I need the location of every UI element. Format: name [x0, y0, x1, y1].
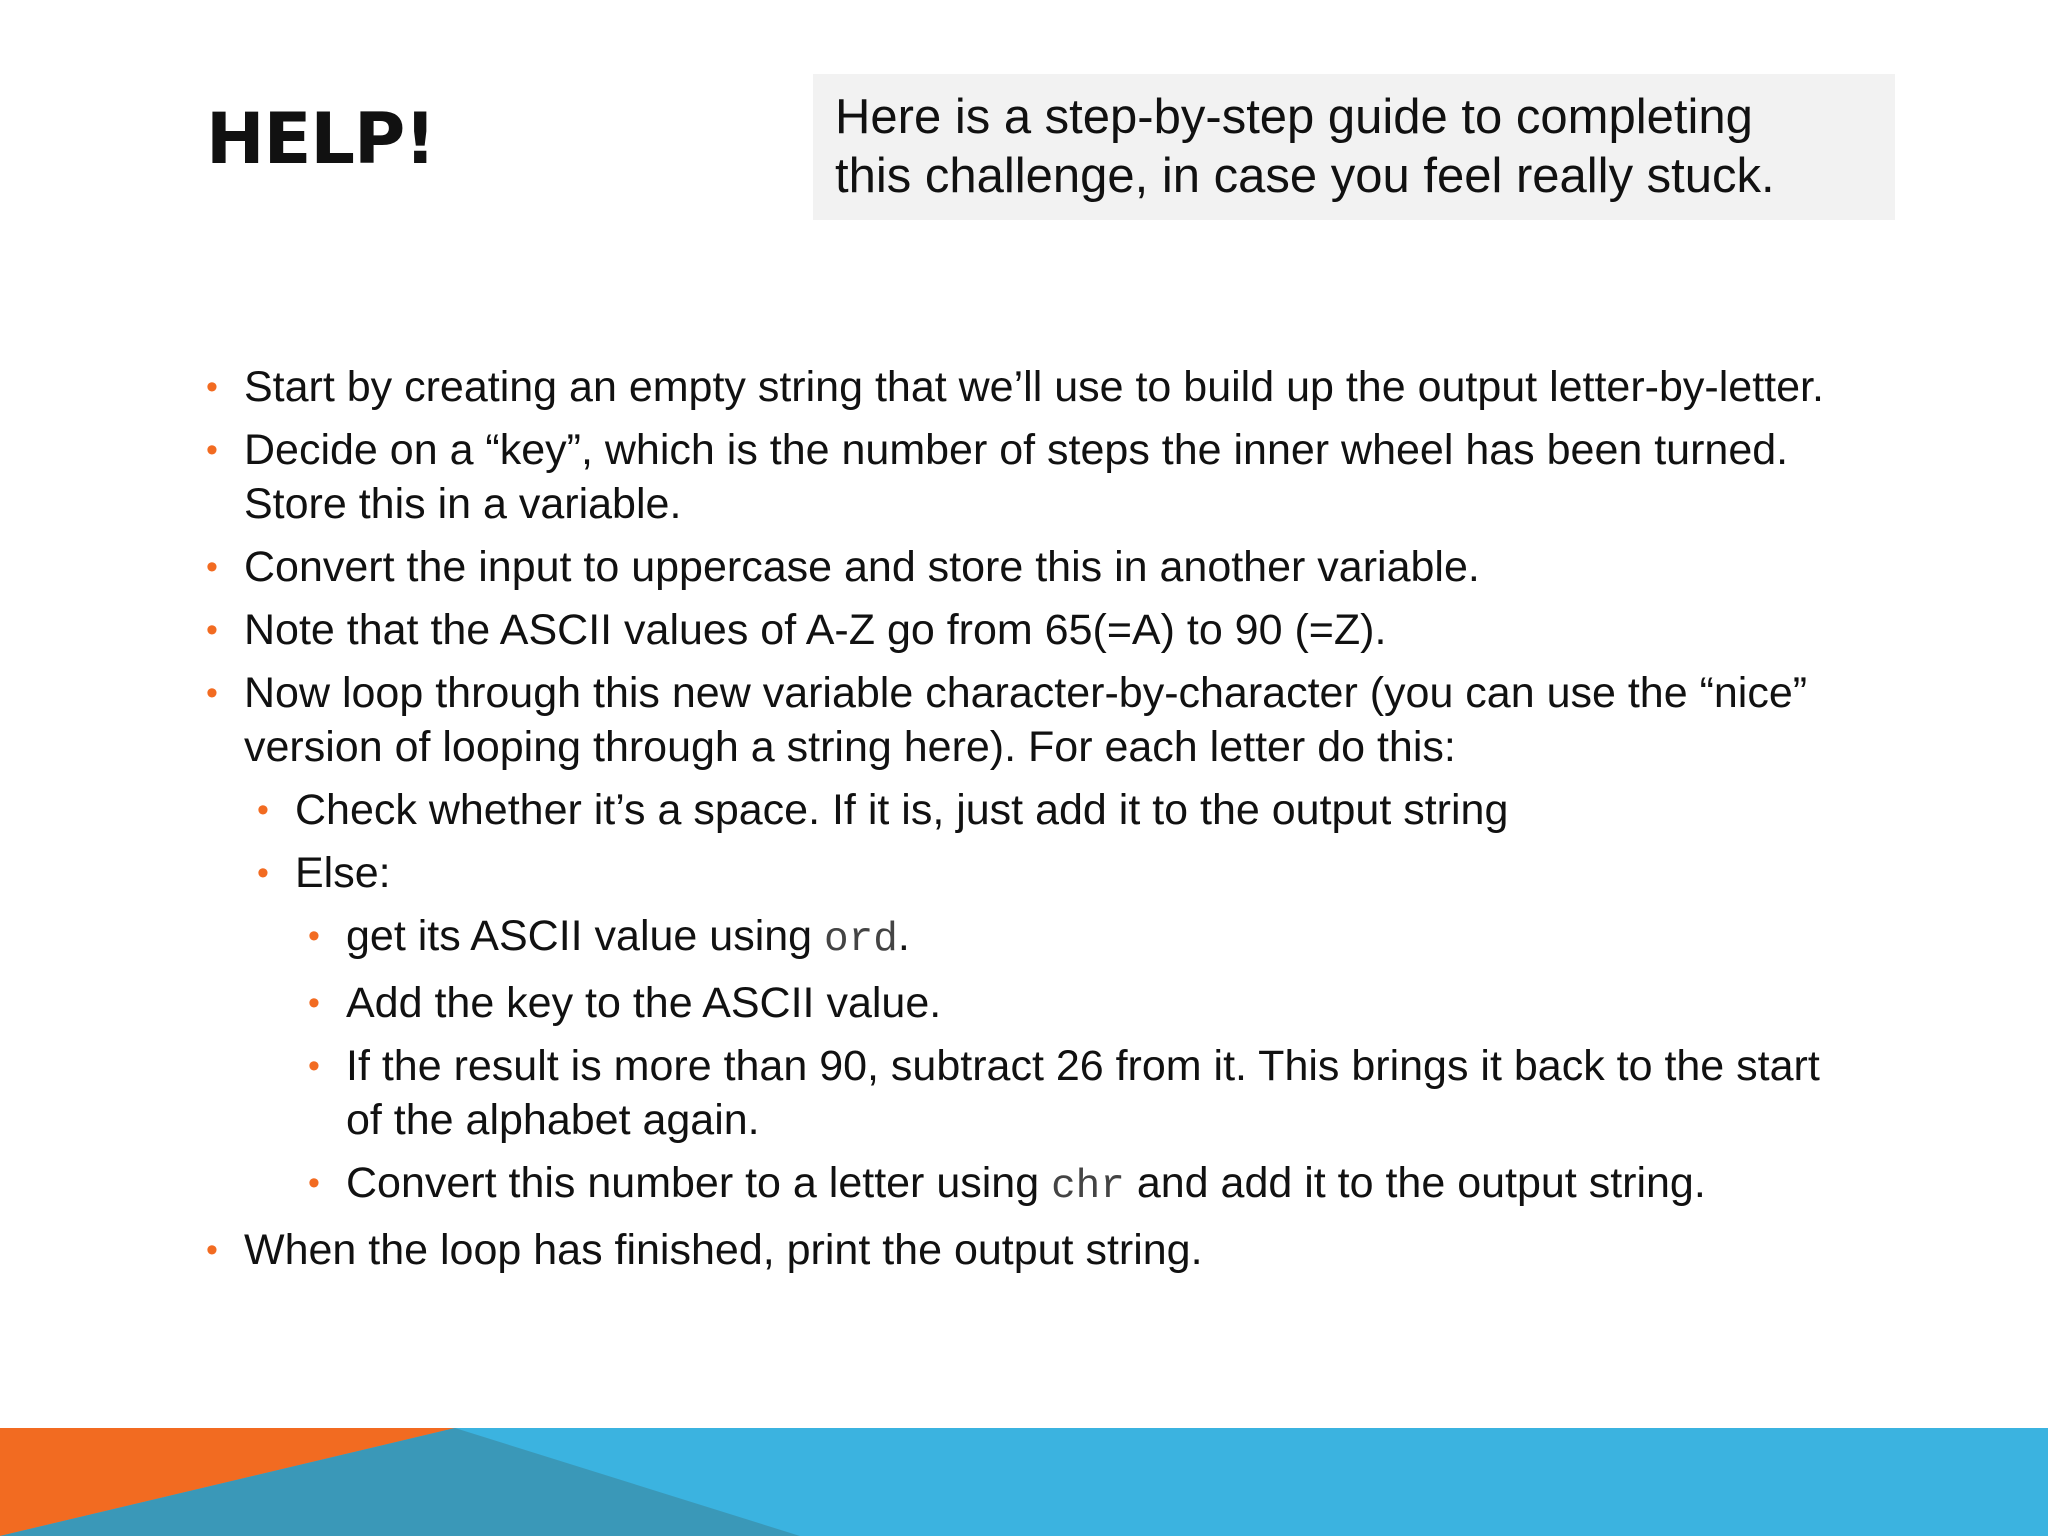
bullet-text: Add the key to the ASCII value. — [346, 979, 942, 1027]
bullet-icon: • — [206, 1231, 218, 1269]
code-snippet: chr — [1051, 1164, 1125, 1210]
list-item — [206, 1156, 1846, 1214]
text-segment: Convert this number to a letter using — [346, 1159, 1052, 1207]
list-item — [206, 603, 1846, 657]
bullet-text: Start by creating an empty string that we’ll use to build up the output letter-by-letter. — [244, 363, 1824, 411]
bullet-icon: • — [308, 1164, 320, 1202]
callout-box — [813, 74, 1895, 220]
code-snippet: ord — [824, 917, 898, 963]
bullet-list — [206, 360, 1846, 1286]
bullet-text: Now loop through this new variable character-by-character (you can use the “nice” version of looping through a string here). For each letter do this: — [244, 669, 1808, 771]
list-item — [206, 909, 1846, 967]
bullet-text: When the loop has finished, print the output string. — [244, 1226, 1203, 1274]
list-item — [206, 1039, 1846, 1147]
text-segment: . — [897, 912, 910, 960]
bullet-icon: • — [206, 674, 218, 712]
bullet-text: Check whether it’s a space. If it is, just add it to the output string — [295, 786, 1509, 834]
text-segment: and add it to the output string. — [1124, 1159, 1706, 1207]
list-item — [206, 666, 1846, 774]
bullet-text — [346, 1156, 1846, 1214]
bullet-icon: • — [308, 917, 320, 955]
bullet-text — [346, 909, 1846, 967]
list-item — [206, 976, 1846, 1030]
bullet-text: Else: — [295, 849, 391, 897]
list-item — [206, 540, 1846, 594]
list-item — [206, 783, 1846, 837]
bullet-icon: • — [257, 854, 269, 892]
bullet-text: Decide on a “key”, which is the number of steps the inner wheel has been turned. Store this in a variable. — [244, 426, 1789, 528]
list-item — [206, 423, 1846, 531]
slide-title: HELP! — [206, 98, 436, 180]
text-segment: get its ASCII value using — [346, 912, 825, 960]
callout-line-1: Here is a step-by-step guide to completing — [835, 90, 1753, 144]
callout-line-2: this challenge, in case you feel really stuck. — [835, 149, 1775, 203]
bullet-icon: • — [206, 368, 218, 406]
bullet-icon: • — [206, 548, 218, 586]
footer-decoration — [0, 1428, 2048, 1536]
bullet-icon: • — [308, 984, 320, 1022]
bullet-icon: • — [257, 791, 269, 829]
bullet-icon: • — [206, 611, 218, 649]
list-item — [206, 1223, 1846, 1277]
list-item — [206, 360, 1846, 414]
bullet-icon: • — [308, 1047, 320, 1085]
bullet-text: Note that the ASCII values of A-Z go from 65(=A) to 90 (=Z). — [244, 606, 1387, 654]
bullet-text: If the result is more than 90, subtract 26 from it. This brings it back to the start of the alphabet again. — [346, 1042, 1820, 1144]
bullet-icon: • — [206, 431, 218, 469]
list-item — [206, 846, 1846, 900]
bullet-text: Convert the input to uppercase and store this in another variable. — [244, 543, 1480, 591]
